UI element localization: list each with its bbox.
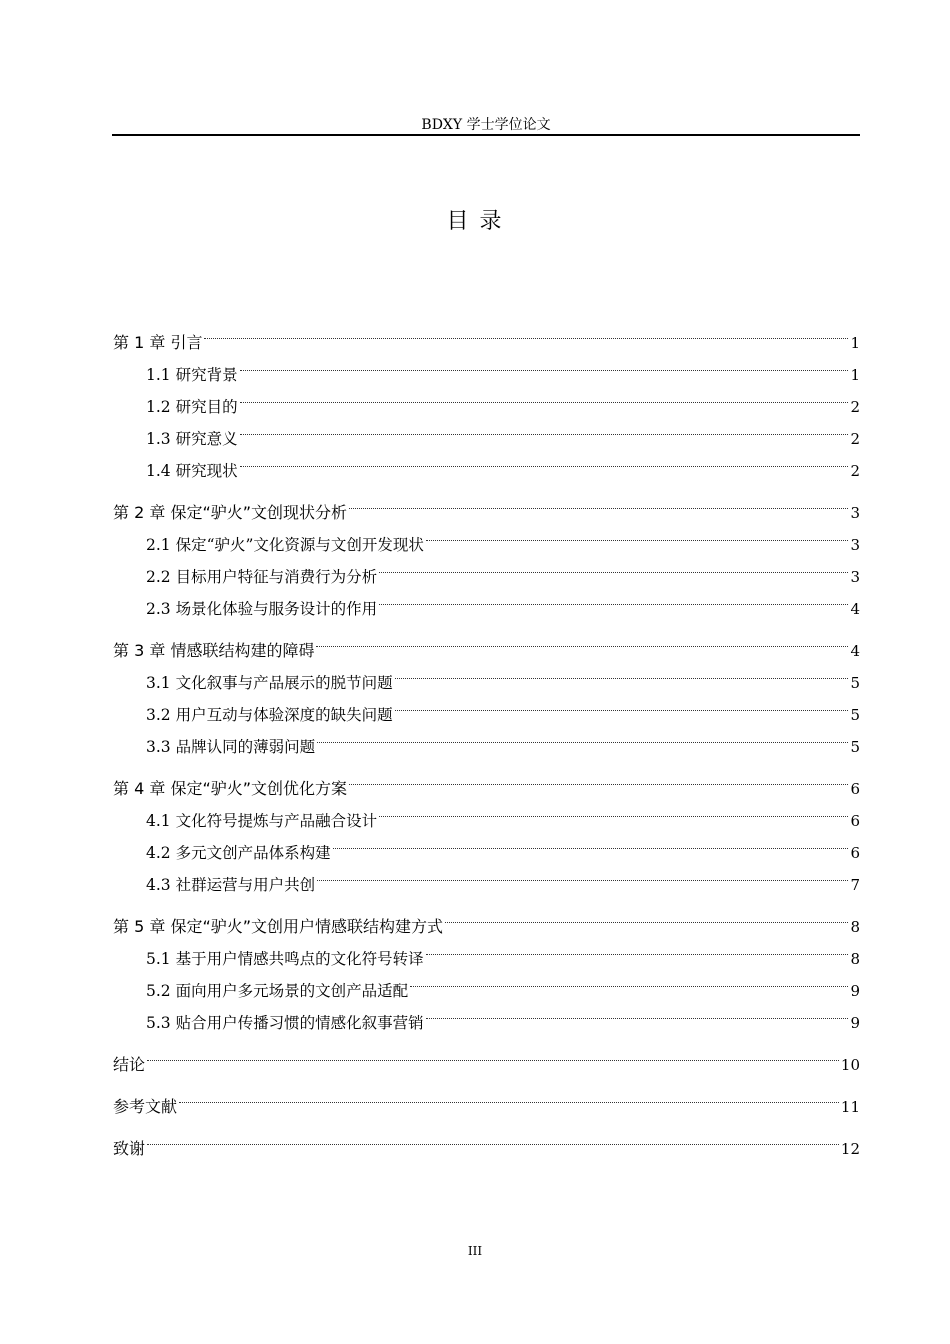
toc-entry-label: 致谢 — [113, 1139, 146, 1158]
toc-entry-label: 1.3 研究意义 — [146, 430, 238, 448]
toc-dot-leader — [179, 1080, 839, 1112]
toc-chapter-entry[interactable] — [113, 762, 860, 798]
toc-dot-leader — [147, 1038, 839, 1070]
toc-dot-leader — [240, 380, 849, 412]
toc-dot-leader — [426, 932, 849, 964]
toc-entry-page: 6 — [850, 844, 860, 862]
toc-chapter-entry[interactable] — [113, 1038, 860, 1074]
toc-dot-leader — [316, 624, 848, 656]
toc-entry-label: 2.1 保定“驴火”文化资源与文创开发现状 — [146, 536, 424, 554]
toc-entry-page: 9 — [850, 982, 860, 1000]
toc-dot-leader — [317, 858, 848, 890]
toc-entry-page: 4 — [850, 642, 860, 660]
toc-dot-leader — [333, 826, 849, 858]
toc-entry-label: 5.2 面向用户多元场景的文创产品适配 — [146, 982, 409, 1000]
running-header: BDXY 学士学位论文 — [421, 117, 551, 133]
toc-dot-leader — [204, 316, 848, 348]
toc-chapter-entry[interactable] — [113, 316, 860, 352]
toc-dot-leader — [395, 688, 849, 720]
toc-entry-label: 4.1 文化符号提炼与产品融合设计 — [146, 812, 378, 830]
toc-entry-label: 第 2 章 保定“驴火”文创现状分析 — [113, 503, 348, 522]
toc-dot-leader — [240, 444, 849, 476]
toc-entry-page: 8 — [850, 950, 860, 968]
toc-dot-leader — [240, 348, 849, 380]
toc-section-entry[interactable] — [113, 348, 860, 384]
toc-entry-page: 8 — [850, 918, 860, 936]
toc-entry-page: 12 — [840, 1140, 860, 1158]
toc-entry-label: 第 5 章 保定“驴火”文创用户情感联结构建方式 — [113, 917, 444, 936]
toc-entry-label: 2.2 目标用户特征与消费行为分析 — [146, 568, 378, 586]
toc-entry-page: 1 — [850, 334, 860, 352]
toc-entry-page: 2 — [850, 430, 860, 448]
toc-entry-label: 3.1 文化叙事与产品展示的脱节问题 — [146, 674, 393, 692]
toc-dot-leader — [426, 996, 849, 1028]
toc-entry-label: 第 4 章 保定“驴火”文创优化方案 — [113, 779, 348, 798]
toc-entry-label: 1.2 研究目的 — [146, 398, 238, 416]
toc-entry-page: 3 — [850, 504, 860, 522]
toc-entry-page: 10 — [840, 1056, 860, 1074]
toc-entry-page: 9 — [850, 1014, 860, 1032]
toc-dot-leader — [395, 656, 849, 688]
toc-entry-page: 6 — [850, 780, 860, 798]
toc-entry-label: 4.2 多元文创产品体系构建 — [146, 844, 331, 862]
toc-entry-label: 结论 — [113, 1055, 146, 1074]
toc-dot-leader — [147, 1122, 839, 1154]
toc-entry-page: 6 — [850, 812, 860, 830]
toc-entry-label: 5.3 贴合用户传播习惯的情感化叙事营销 — [146, 1014, 424, 1032]
toc-entry-page: 5 — [850, 738, 860, 756]
toc-dot-leader — [379, 550, 848, 582]
toc-entry-page: 5 — [850, 674, 860, 692]
toc-entry-page: 3 — [850, 568, 860, 586]
toc-dot-leader — [410, 964, 848, 996]
toc-chapter-entry[interactable] — [113, 486, 860, 522]
toc-title: 目 录 — [446, 209, 504, 234]
toc-dot-leader — [379, 582, 848, 614]
toc-dot-leader — [445, 900, 848, 932]
toc-dot-leader — [349, 486, 848, 518]
toc-entry-label: 2.3 场景化体验与服务设计的作用 — [146, 600, 378, 618]
toc-entry-page: 2 — [850, 462, 860, 480]
toc-entry-page: 2 — [850, 398, 860, 416]
toc-entry-page: 3 — [850, 536, 860, 554]
header-rule — [112, 134, 860, 136]
toc-entry-page: 11 — [840, 1098, 860, 1116]
toc-chapter-entry[interactable] — [113, 900, 860, 936]
toc-entry-page: 5 — [850, 706, 860, 724]
toc-entry-label: 参考文献 — [113, 1097, 178, 1116]
toc-entry-label: 4.3 社群运营与用户共创 — [146, 876, 316, 894]
toc-entry-page: 4 — [850, 600, 860, 618]
toc-dot-leader — [426, 518, 849, 550]
page-number: III — [467, 1244, 483, 1258]
table-of-contents — [113, 306, 860, 1158]
toc-entry-label: 第 1 章 引言 — [113, 333, 203, 352]
toc-entry-label: 1.1 研究背景 — [146, 366, 238, 384]
toc-dot-leader — [379, 794, 848, 826]
toc-dot-leader — [349, 762, 848, 794]
toc-chapter-entry[interactable] — [113, 1122, 860, 1158]
toc-entry-label: 1.4 研究现状 — [146, 462, 238, 480]
toc-entry-page: 1 — [850, 366, 860, 384]
toc-dot-leader — [317, 720, 848, 752]
toc-entry-label: 3.3 品牌认同的薄弱问题 — [146, 738, 316, 756]
toc-chapter-entry[interactable] — [113, 624, 860, 660]
toc-entry-label: 第 3 章 情感联结构建的障碍 — [113, 641, 315, 660]
toc-entry-page: 7 — [850, 876, 860, 894]
toc-entry-label: 5.1 基于用户情感共鸣点的文化符号转译 — [146, 950, 424, 968]
toc-chapter-entry[interactable] — [113, 1080, 860, 1116]
toc-entry-label: 3.2 用户互动与体验深度的缺失问题 — [146, 706, 393, 724]
toc-dot-leader — [240, 412, 849, 444]
